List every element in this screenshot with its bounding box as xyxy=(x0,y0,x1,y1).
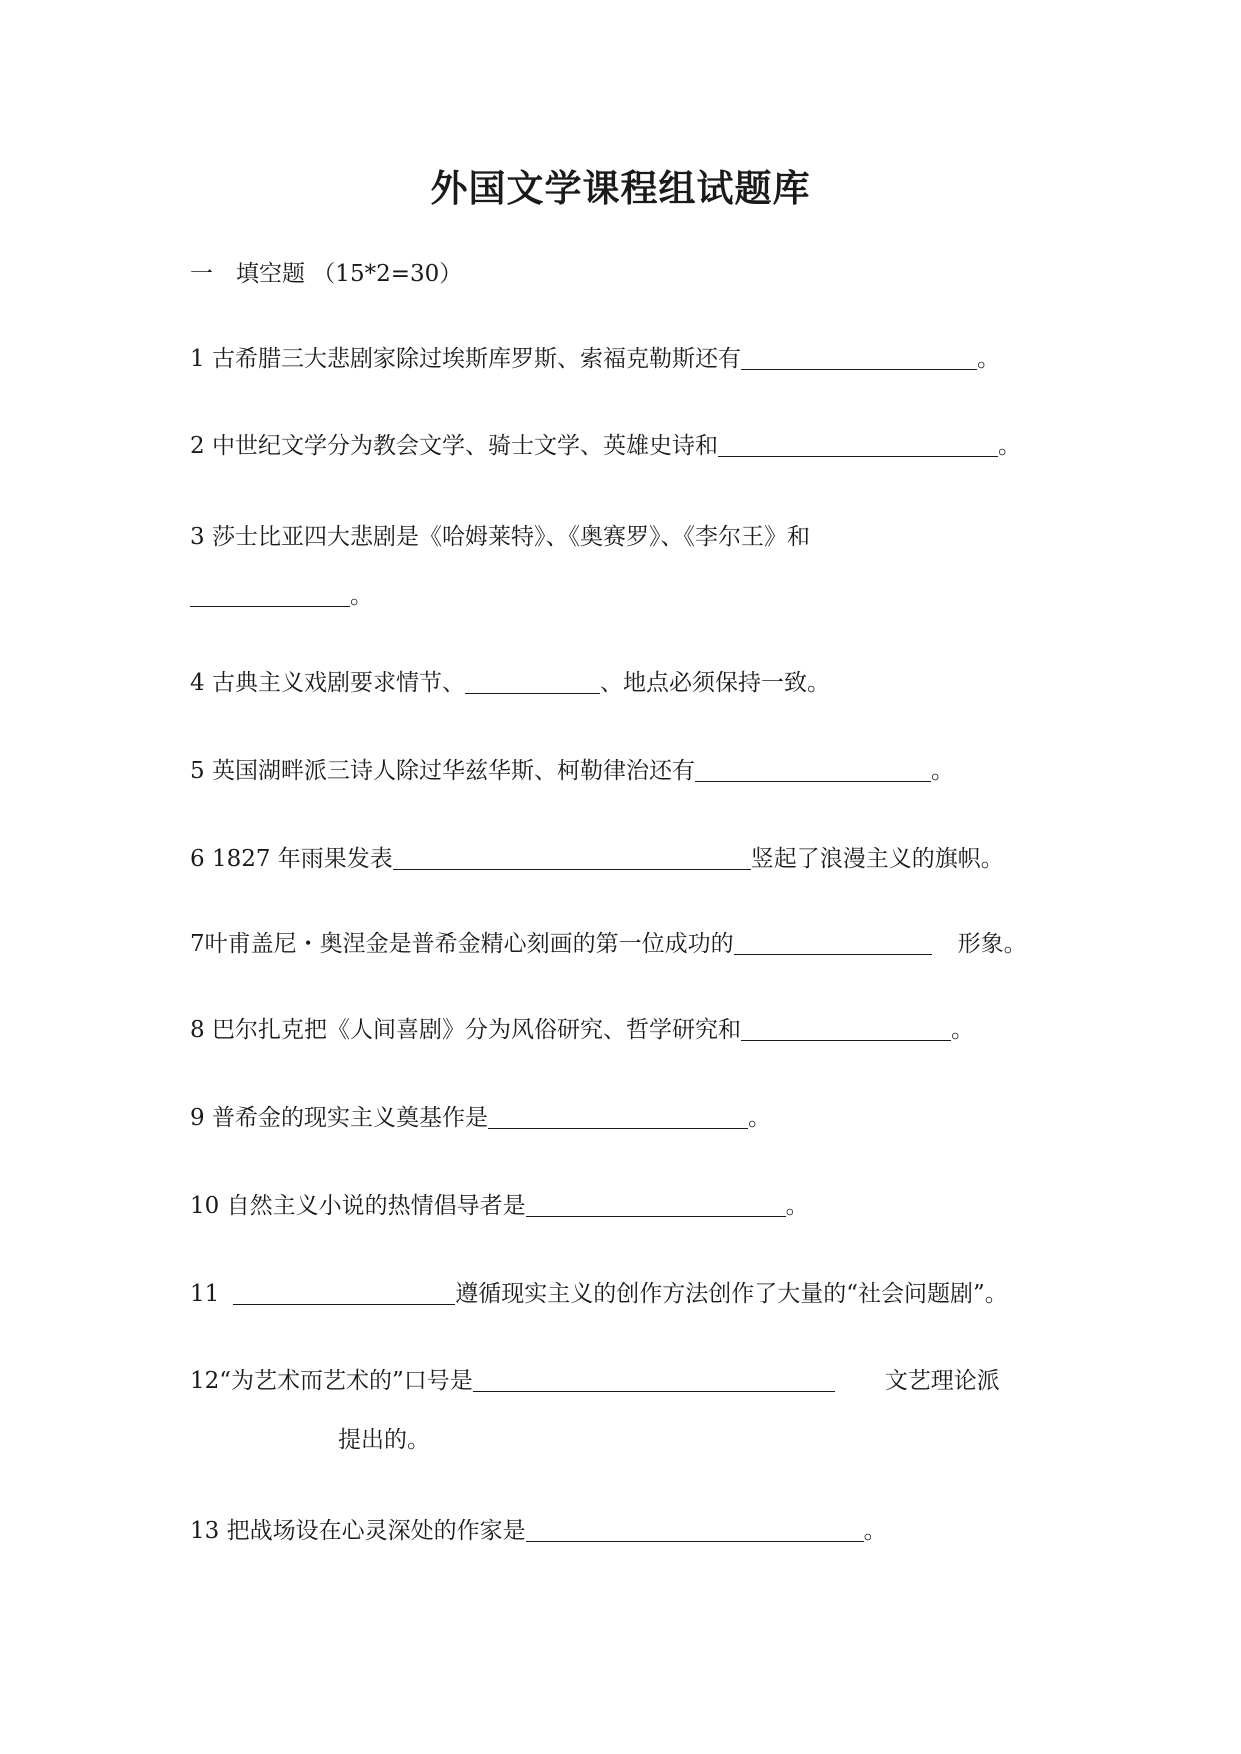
answer-blank xyxy=(190,580,350,607)
question-text-end: 遵循现实主义的创作方法创作了大量的“社会问题剧”。 xyxy=(455,1281,1008,1307)
answer-blank xyxy=(465,667,600,694)
question-13 xyxy=(190,1515,887,1546)
answer-blank xyxy=(718,430,998,457)
question-text: 6 1827 年雨果发表 xyxy=(190,846,393,872)
question-text-end: 。 xyxy=(950,1017,974,1043)
question-text: 12“为艺术而艺术的”口号是 xyxy=(190,1368,473,1394)
answer-blank xyxy=(695,755,931,782)
question-text-end: 竖起了浪漫主义的旗帜。 xyxy=(750,846,1004,872)
question-5 xyxy=(190,755,954,786)
question-3 xyxy=(190,522,810,552)
question-text-end: 、地点必须保持一致。 xyxy=(599,670,830,696)
question-text: 9 普希金的现实主义奠基作是 xyxy=(190,1105,488,1131)
question-text: 1 古希腊三大悲剧家除过埃斯库罗斯、索福克勒斯还有 xyxy=(190,346,741,372)
question-text: 2 中世纪文学分为教会文学、骑士文学、英雄史诗和 xyxy=(190,433,718,459)
answer-blank xyxy=(741,343,977,370)
question-12-continued xyxy=(338,1425,430,1455)
question-text: 11 xyxy=(190,1281,220,1307)
question-text: 13 把战场设在心灵深处的作家是 xyxy=(190,1518,526,1544)
question-text: 4 古典主义戏剧要求情节、 xyxy=(190,670,465,696)
answer-blank xyxy=(488,1102,748,1129)
answer-blank xyxy=(393,843,751,870)
document-title: 外国文学课程组试题库 xyxy=(430,166,811,210)
question-6 xyxy=(190,843,1004,874)
question-10 xyxy=(190,1190,809,1221)
question-text-end: 。 xyxy=(863,1518,887,1544)
section-heading: 一 填空题 （15*2=30） xyxy=(190,261,463,287)
question-text: 8 巴尔扎克把《人间喜剧》分为风俗研究、哲学研究和 xyxy=(190,1017,741,1043)
question-text: 3 莎士比亚四大悲剧是《哈姆莱特》、《奥赛罗》、《李尔王》和 xyxy=(190,524,810,550)
question-3-continued xyxy=(190,580,373,611)
answer-blank xyxy=(741,1014,951,1041)
question-7 xyxy=(190,928,1027,959)
question-text-end: 。 xyxy=(930,758,954,784)
question-text-mid: 文艺理论派 xyxy=(884,1368,1000,1394)
question-8 xyxy=(190,1014,974,1045)
question-text-end: 。 xyxy=(747,1105,771,1131)
question-12 xyxy=(190,1365,1000,1396)
question-text: 5 英国湖畔派三诗人除过华兹华斯、柯勒律治还有 xyxy=(190,758,695,784)
question-4 xyxy=(190,667,830,698)
question-9 xyxy=(190,1102,771,1133)
question-text-end: 。 xyxy=(350,583,373,609)
question-text-end: 。 xyxy=(785,1193,809,1219)
question-text: 10 自然主义小说的热情倡导者是 xyxy=(190,1193,526,1219)
question-text-end: 。 xyxy=(976,346,1000,372)
question-2 xyxy=(190,430,1021,461)
question-text-end: 提出的。 xyxy=(338,1427,430,1453)
question-1 xyxy=(190,343,1000,374)
question-text: 7叶甫盖尼・奥涅金是普希金精心刻画的第一位成功的 xyxy=(190,931,734,957)
question-11 xyxy=(190,1278,1008,1309)
answer-blank xyxy=(734,928,932,955)
answer-blank xyxy=(233,1278,455,1305)
question-text-end: 形象。 xyxy=(957,931,1027,957)
answer-blank xyxy=(526,1515,864,1542)
answer-blank xyxy=(526,1190,786,1217)
question-text-end: 。 xyxy=(997,433,1021,459)
answer-blank xyxy=(473,1365,835,1392)
